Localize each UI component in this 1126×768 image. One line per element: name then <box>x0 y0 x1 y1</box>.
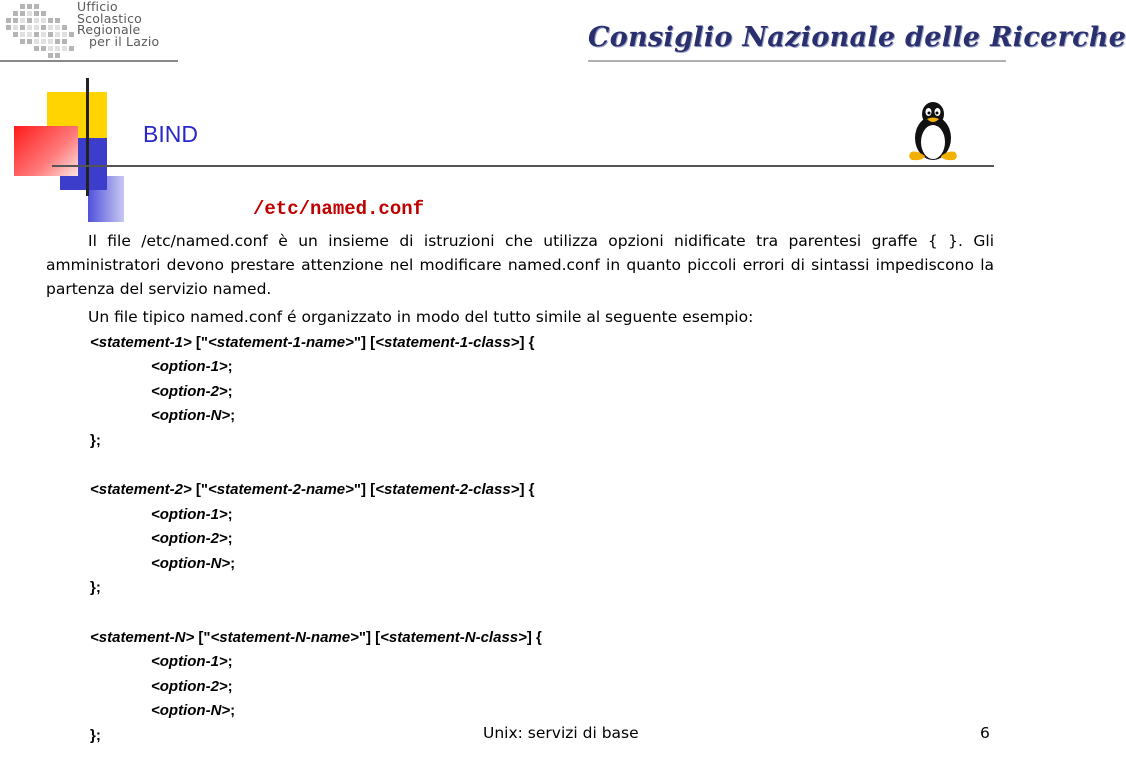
statement-line: <statement-1> ["<statement-1-name>"] [<statement-1-class>] { <box>90 334 535 351</box>
close-brace-line: }; <box>90 432 101 449</box>
option-line: <option-N>; <box>151 702 236 719</box>
option-line: <option-1>; <box>151 653 233 670</box>
option-line: <option-N>; <box>151 407 236 424</box>
option-line: <option-1>; <box>151 506 233 523</box>
mosaic-icon <box>0 0 80 62</box>
ufficio-scolastico-logo <box>0 0 178 62</box>
option-line: <option-1>; <box>151 358 233 375</box>
option-line: <option-2>; <box>151 530 233 547</box>
title-divider <box>52 165 994 167</box>
statement-line: <statement-N> ["<statement-N-name>"] [<statement-N-class>] { <box>90 629 542 646</box>
option-line: <option-N>; <box>151 555 236 572</box>
section-heading: /etc/named.conf <box>253 198 425 220</box>
page-number: 6 <box>980 724 990 742</box>
logo-underline <box>0 60 178 62</box>
close-brace-line: }; <box>90 579 101 596</box>
footer-text: Unix: servizi di base <box>483 724 639 742</box>
cnr-logo-text: Consiglio Nazionale delle Ricerche <box>588 22 1126 53</box>
statement-line: <statement-2> ["<statement-2-name>"] [<statement-2-class>] { <box>90 481 535 498</box>
example-intro-paragraph: Un file tipico named.conf é organizzato in modo del tutto simile al seguente esempio: <box>88 308 754 326</box>
option-line: <option-2>; <box>151 383 233 400</box>
close-brace-line: }; <box>90 727 101 744</box>
tux-penguin-icon <box>903 100 963 164</box>
logo-line-4: per il Lazio <box>89 33 160 49</box>
logo-line-3: Regionale <box>77 22 141 37</box>
cnr-logo <box>588 20 1126 66</box>
intro-paragraph: Il file /etc/named.conf è un insieme di istruzioni che utilizza opzioni nidificate tra parentesi graffe { }. Gli amministratori devono prestare attenzione nel modificare named.conf in quanto piccoli errori di sintassi impediscono la partenza del servizio named. <box>46 232 994 298</box>
logo-line-1: Ufficio <box>77 0 118 14</box>
deco-vertical-line <box>86 78 89 196</box>
logo-line-2: Scolastico <box>77 10 142 26</box>
slide-title: BIND <box>143 121 198 147</box>
option-line: <option-2>; <box>151 678 233 695</box>
deco-red-square <box>14 126 78 176</box>
ufficio-scolastico-name <box>77 1 159 47</box>
cnr-underline <box>588 60 1006 62</box>
